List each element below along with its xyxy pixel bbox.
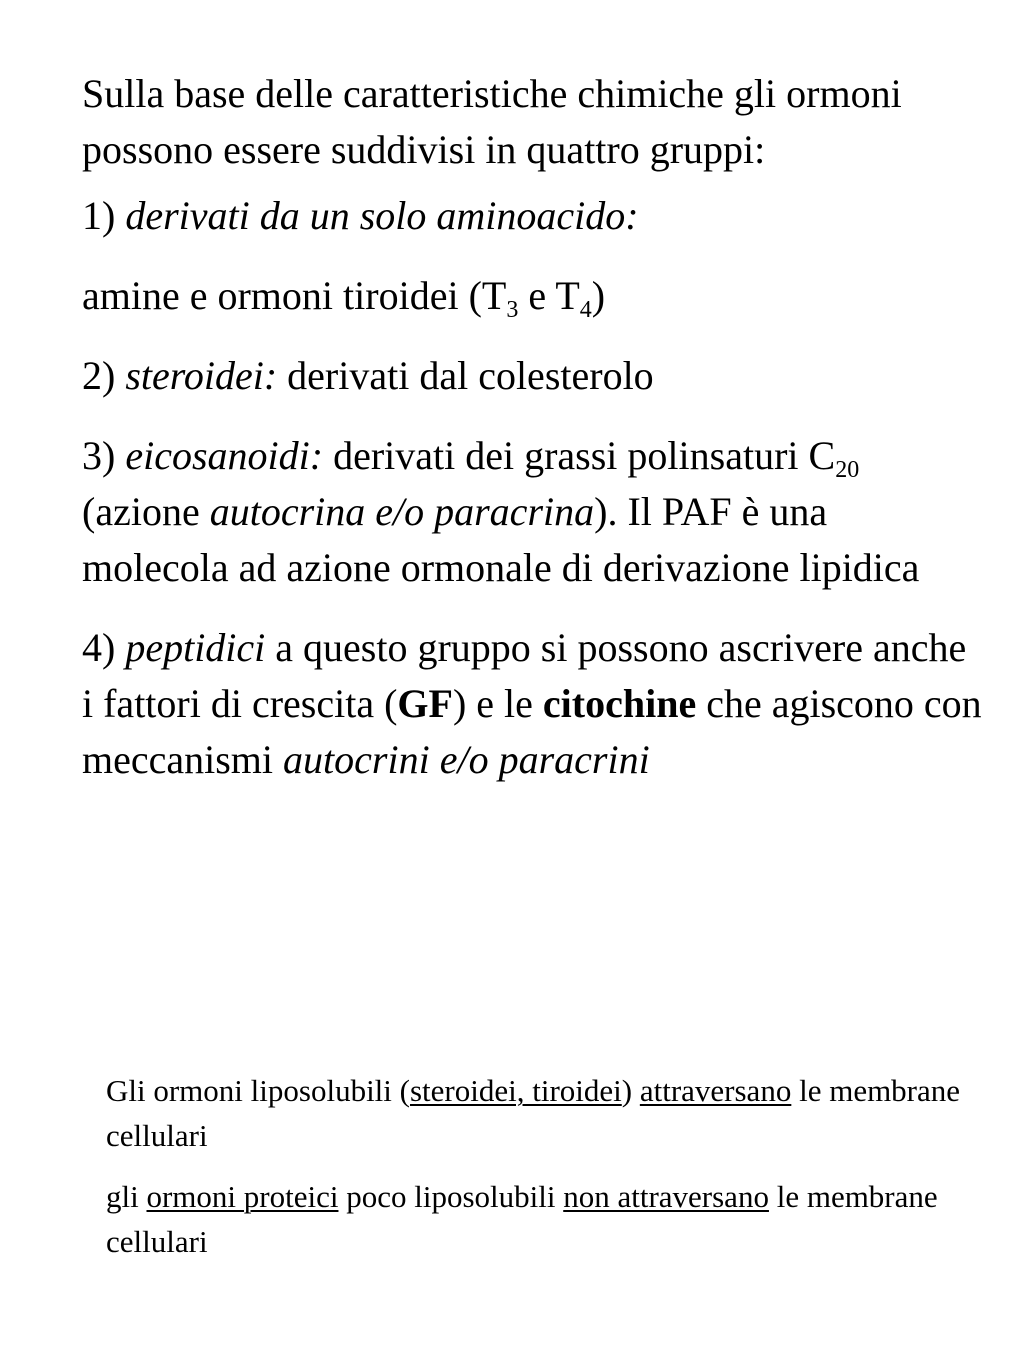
notes-block bbox=[106, 1068, 986, 1264]
note1-text-b: ) bbox=[621, 1073, 640, 1108]
group4-bold-citochine: citochine bbox=[542, 681, 697, 726]
group3-text-b: (azione bbox=[82, 489, 210, 534]
group3-label: eicosanoidi: bbox=[125, 433, 324, 478]
group4-text-a: a questo gruppo si possono ascrivere anche i fattori di crescita ( bbox=[82, 625, 967, 726]
group3-paragraph bbox=[82, 428, 982, 596]
note2-underline-a: ormoni proteici bbox=[146, 1179, 339, 1214]
note2-underline-b: non attraversano bbox=[563, 1179, 769, 1214]
group1-sub-a: 3 bbox=[506, 297, 519, 323]
intro-text: Sulla base delle caratteristiche chimiche gli ormoni possono essere suddivisi in quattro gruppi: bbox=[82, 71, 902, 172]
note1-text-a: Gli ormoni liposolubili ( bbox=[106, 1073, 410, 1108]
group1-detail-suffix: ) bbox=[591, 273, 606, 318]
group4-paragraph bbox=[82, 620, 982, 788]
group3-text-a: derivati dei grassi polinsaturi C bbox=[323, 433, 836, 478]
group1-label: derivati da un solo aminoacido: bbox=[125, 193, 639, 238]
main-text-block bbox=[82, 66, 982, 788]
group4-text-c: che agiscono con meccanismi bbox=[82, 681, 982, 782]
note-proteic bbox=[106, 1174, 986, 1264]
note2-text-b: poco liposolubili bbox=[338, 1179, 564, 1214]
group2-number: 2) bbox=[82, 353, 116, 398]
group3-number: 3) bbox=[82, 433, 116, 478]
group4-text-b: ) e le bbox=[452, 681, 543, 726]
group3-text-c: ). Il PAF è una molecola ad azione ormonale di derivazione lipidica bbox=[82, 489, 920, 590]
group1-number: 1) bbox=[82, 193, 116, 238]
group4-bold-gf: GF bbox=[397, 681, 453, 726]
intro-paragraph bbox=[82, 66, 982, 178]
group2-label: steroidei: bbox=[125, 353, 278, 398]
group4-italic: autocrini e/o paracrini bbox=[283, 737, 650, 782]
note2-text-c: le membrane cellulari bbox=[106, 1179, 938, 1259]
group1-detail-prefix: amine e ormoni tiroidei (T bbox=[82, 273, 507, 318]
group3-italic: autocrina e/o paracrina bbox=[209, 489, 595, 534]
note-liposoluble bbox=[106, 1068, 986, 1158]
group1-detail bbox=[82, 268, 982, 324]
group2-paragraph bbox=[82, 348, 982, 404]
group1-heading bbox=[82, 188, 982, 244]
note1-text-c: le membrane cellulari bbox=[106, 1073, 961, 1153]
group4-label: peptidici bbox=[125, 625, 266, 670]
note1-underline-a: steroidei, tiroidei bbox=[409, 1073, 622, 1108]
group3-sub: 20 bbox=[835, 457, 860, 483]
group4-number: 4) bbox=[82, 625, 116, 670]
group1-detail-mid: e T bbox=[518, 273, 580, 318]
group1-sub-b: 4 bbox=[579, 297, 592, 323]
note2-text-a: gli bbox=[106, 1179, 147, 1214]
group2-text: derivati dal colesterolo bbox=[277, 353, 654, 398]
note1-underline-b: attraversano bbox=[639, 1073, 792, 1108]
